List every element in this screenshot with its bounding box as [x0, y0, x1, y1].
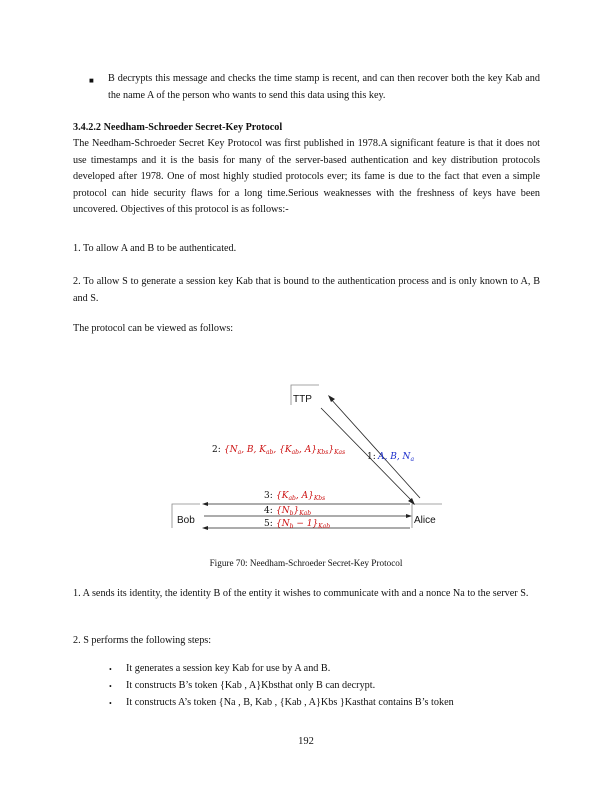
step-2: 2. S performs the following steps: — [73, 635, 212, 646]
section-heading: 3.4.2.2 Needham-Schroeder Secret-Key Protocol — [73, 122, 283, 133]
sub-bullet-1: It generates a session key Kab for use by A and B. — [126, 663, 331, 674]
intro-bullet-text: B decrypts this message and checks the time stamp is recent, and can then recover both the key Kab and the name A of the person who wants to send this data using this key. — [108, 73, 540, 101]
page-number: 192 — [298, 736, 314, 747]
alice-label: Alice — [414, 515, 436, 526]
objective-2: 2. To allow S to generate a session key Kab that is bound to the authentication process and is only known to A, B and S. — [73, 276, 540, 304]
sub-bullet-3: It constructs A’s token {Na , B, Kab , {Kab , A}Kbs }Kasthat contains B’s token — [126, 697, 454, 708]
alice-node — [412, 504, 442, 528]
message-1-arrow — [328, 395, 420, 498]
message-3-label — [264, 491, 325, 502]
message-1-label — [367, 452, 414, 463]
sub-bullet-2: It constructs B’s token {Kab , A}Kbsthat only B can decrypt. — [126, 680, 376, 691]
sub-bullet-marker: • — [109, 665, 112, 674]
message-2-step: 2: — [212, 445, 221, 455]
message-2-content: {$N_a$, B, $K_{ab}$, {$K_{ab}$, $A\}_{Kbs}\}_{Kas}$ — [224, 445, 346, 456]
protocol-diagram — [160, 378, 460, 538]
step-1: 1. A sends its identity, the identity B of the entity it wishes to communicate with and a nonce Na to the server S. — [73, 588, 529, 599]
message-4-content: $\{N_b\}_{Kab}$ — [276, 506, 312, 517]
sub-bullet-marker: • — [109, 699, 112, 708]
protocol-intro: The protocol can be viewed as follows: — [73, 323, 234, 334]
section-paragraph: The Needham-Schroeder Secret Key Protocol was first published in 1978.A significant feature is that it does not use timestamps and it is the basis for many of the server-based authentication and key distribution protocols developed after 1978. One of most highly studied protocols ever; its fame is due to the fact that even a simple protocol can hide security flaws for a long time.Serious weaknesses with the freshness of keys have been uncovered. Objectives of this protocol is as follows:- — [73, 138, 540, 215]
message-1-content: A, B, $N_a$ — [378, 452, 415, 463]
ttp-label: TTP — [293, 394, 312, 405]
message-5-step: 5: — [264, 519, 273, 529]
message-3-step: 3: — [264, 491, 273, 501]
message-4-label — [264, 506, 311, 517]
bullet-marker: ■ — [89, 76, 94, 85]
sub-bullet-marker: • — [109, 682, 112, 691]
message-3-arrow — [202, 502, 410, 506]
ttp-node — [291, 385, 319, 405]
message-3-content: {$K_{ab}$, $A\}_{Kbs}$ — [276, 491, 326, 502]
message-5-content: $\{N_b - 1\}_{Kab}$ — [276, 519, 331, 530]
bob-label: Bob — [177, 515, 195, 526]
bob-node — [172, 504, 200, 528]
figure-caption: Figure 70: Needham-Schroeder Secret-Key Protocol — [209, 558, 403, 568]
objective-1: 1. To allow A and B to be authenticated. — [73, 243, 237, 254]
message-1-step: 1: — [367, 452, 376, 462]
message-4-step: 4: — [264, 506, 273, 516]
message-2-label — [212, 445, 345, 456]
